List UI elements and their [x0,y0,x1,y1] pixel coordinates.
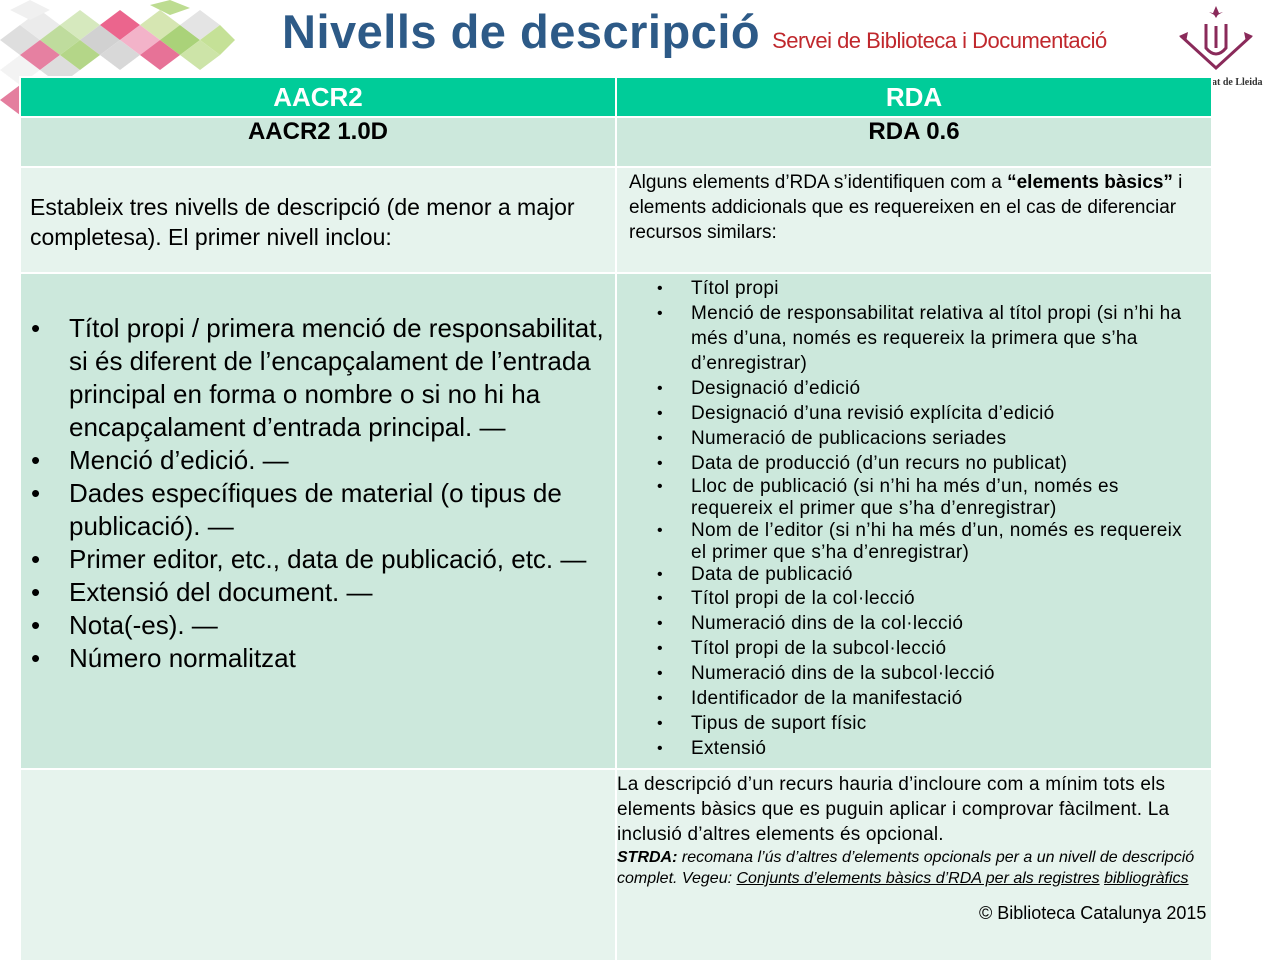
intro-rda-after: i elements addicionals que es requereixen en el cas de diferenciar recursos similars: [629,172,1183,243]
subheader-rda: RDA 0.6 [616,117,1212,167]
rda-elements-list [617,274,1211,761]
table-subheader-row [20,117,1212,167]
page-title: Nivells de descripció [282,5,761,58]
list-item: • Primer editor, etc., data de publicació, etc. — [31,543,605,576]
page-subtitle: Servei de Biblioteca i Documentació [772,28,1107,53]
list-item: • Tipus de suport físic [657,711,1201,736]
header-aacr2: AACR2 [20,77,616,117]
strda-link-1[interactable]: Conjunts d’elements bàsics d’RDA per als registres [736,870,1100,887]
list-item: • Dades específiques de material (o tipus de publicació). — [31,477,605,543]
header-rda: RDA [616,77,1212,117]
footer-aacr2-empty [20,769,616,961]
list-item: • Títol propi de la subcol·lecció [657,636,1201,661]
aacr2-elements-list [21,274,615,675]
list-item: • Nota(-es). — [31,609,605,642]
intro-rda-before: Alguns elements d’RDA s’identifiquen com a [629,172,1008,193]
list-item: • Menció de responsabilitat relativa al títol propi (si n’hi ha més d’una, només es requereix la primera que s’ha d’enregistrar) [657,301,1201,376]
list-item: • Extensió [657,736,1201,761]
footer-rda-paragraph: La descripció d’un recurs hauria d’incloure com a mínim tots els elements bàsics que es puguin aplicar i comprovar fàcilment. La inclusió d’altres elements és opcional. [617,774,1170,845]
footer-rda [616,769,1212,961]
table-main-row [20,273,1212,769]
table-header-row [20,77,1212,117]
list-item: • Lloc de publicació (si n’hi ha més d’un, només es requereix el primer que s’ha d’enregistrar) [657,476,1201,520]
strda-link-2[interactable]: bibliogràfics [1104,870,1189,887]
rda-elements-cell [616,273,1212,769]
comparison-table [19,76,1213,962]
list-item: • Identificador de la manifestació [657,686,1201,711]
list-item: • Numeració de publicacions seriades [657,426,1201,451]
copyright-notice: © Biblioteca Catalunya 2015 [979,903,1207,923]
list-item: • Designació d’edició [657,376,1201,401]
list-item: • Nom de l’editor (si n’hi ha més d’un, només es requereix el primer que s’ha d’enregistrar) [657,520,1201,564]
subheader-aacr2: AACR2 1.0D [20,117,616,167]
strda-note [617,847,1197,889]
list-item: • Títol propi [657,276,1201,301]
list-item: • Extensió del document. — [31,576,605,609]
intro-aacr2: Estableix tres nivells de descripció (de menor a major completesa). El primer nivell inclou: [20,167,616,273]
intro-rda-bold: “elements bàsics” [1007,172,1173,193]
strda-label: STRDA: [617,849,678,866]
list-item: • Menció d’edició. — [31,444,605,477]
intro-rda [616,167,1212,273]
list-item: • Numeració dins de la subcol·lecció [657,661,1201,686]
list-item: • Numeració dins de la col·lecció [657,611,1201,636]
logo-text: at de Lleida [1212,77,1263,88]
list-item: • Data de producció (d’un recurs no publicat) [657,451,1201,476]
table-footer-row [20,769,1212,961]
university-lleida-logo-icon [1176,6,1256,76]
table-intro-row [20,167,1212,273]
list-item: • Designació d’una revisió explícita d’edició [657,401,1201,426]
list-item: • Data de publicació [657,564,1201,586]
list-item: • Número normalitzat [31,642,605,675]
list-item: • Títol propi / primera menció de responsabilitat, si és diferent de l’encapçalament de l’entrada principal en forma o nombre o si no hi ha encapçalament d’entrada principal. — [31,312,605,444]
list-item: • Títol propi de la col·lecció [657,586,1201,611]
strda-text: recomana l’ús d’altres d’elements opcionals per a un nivell de descripció complet. Vegeu: [617,849,1195,887]
aacr2-elements-cell [20,273,616,769]
title-block [282,4,1107,59]
